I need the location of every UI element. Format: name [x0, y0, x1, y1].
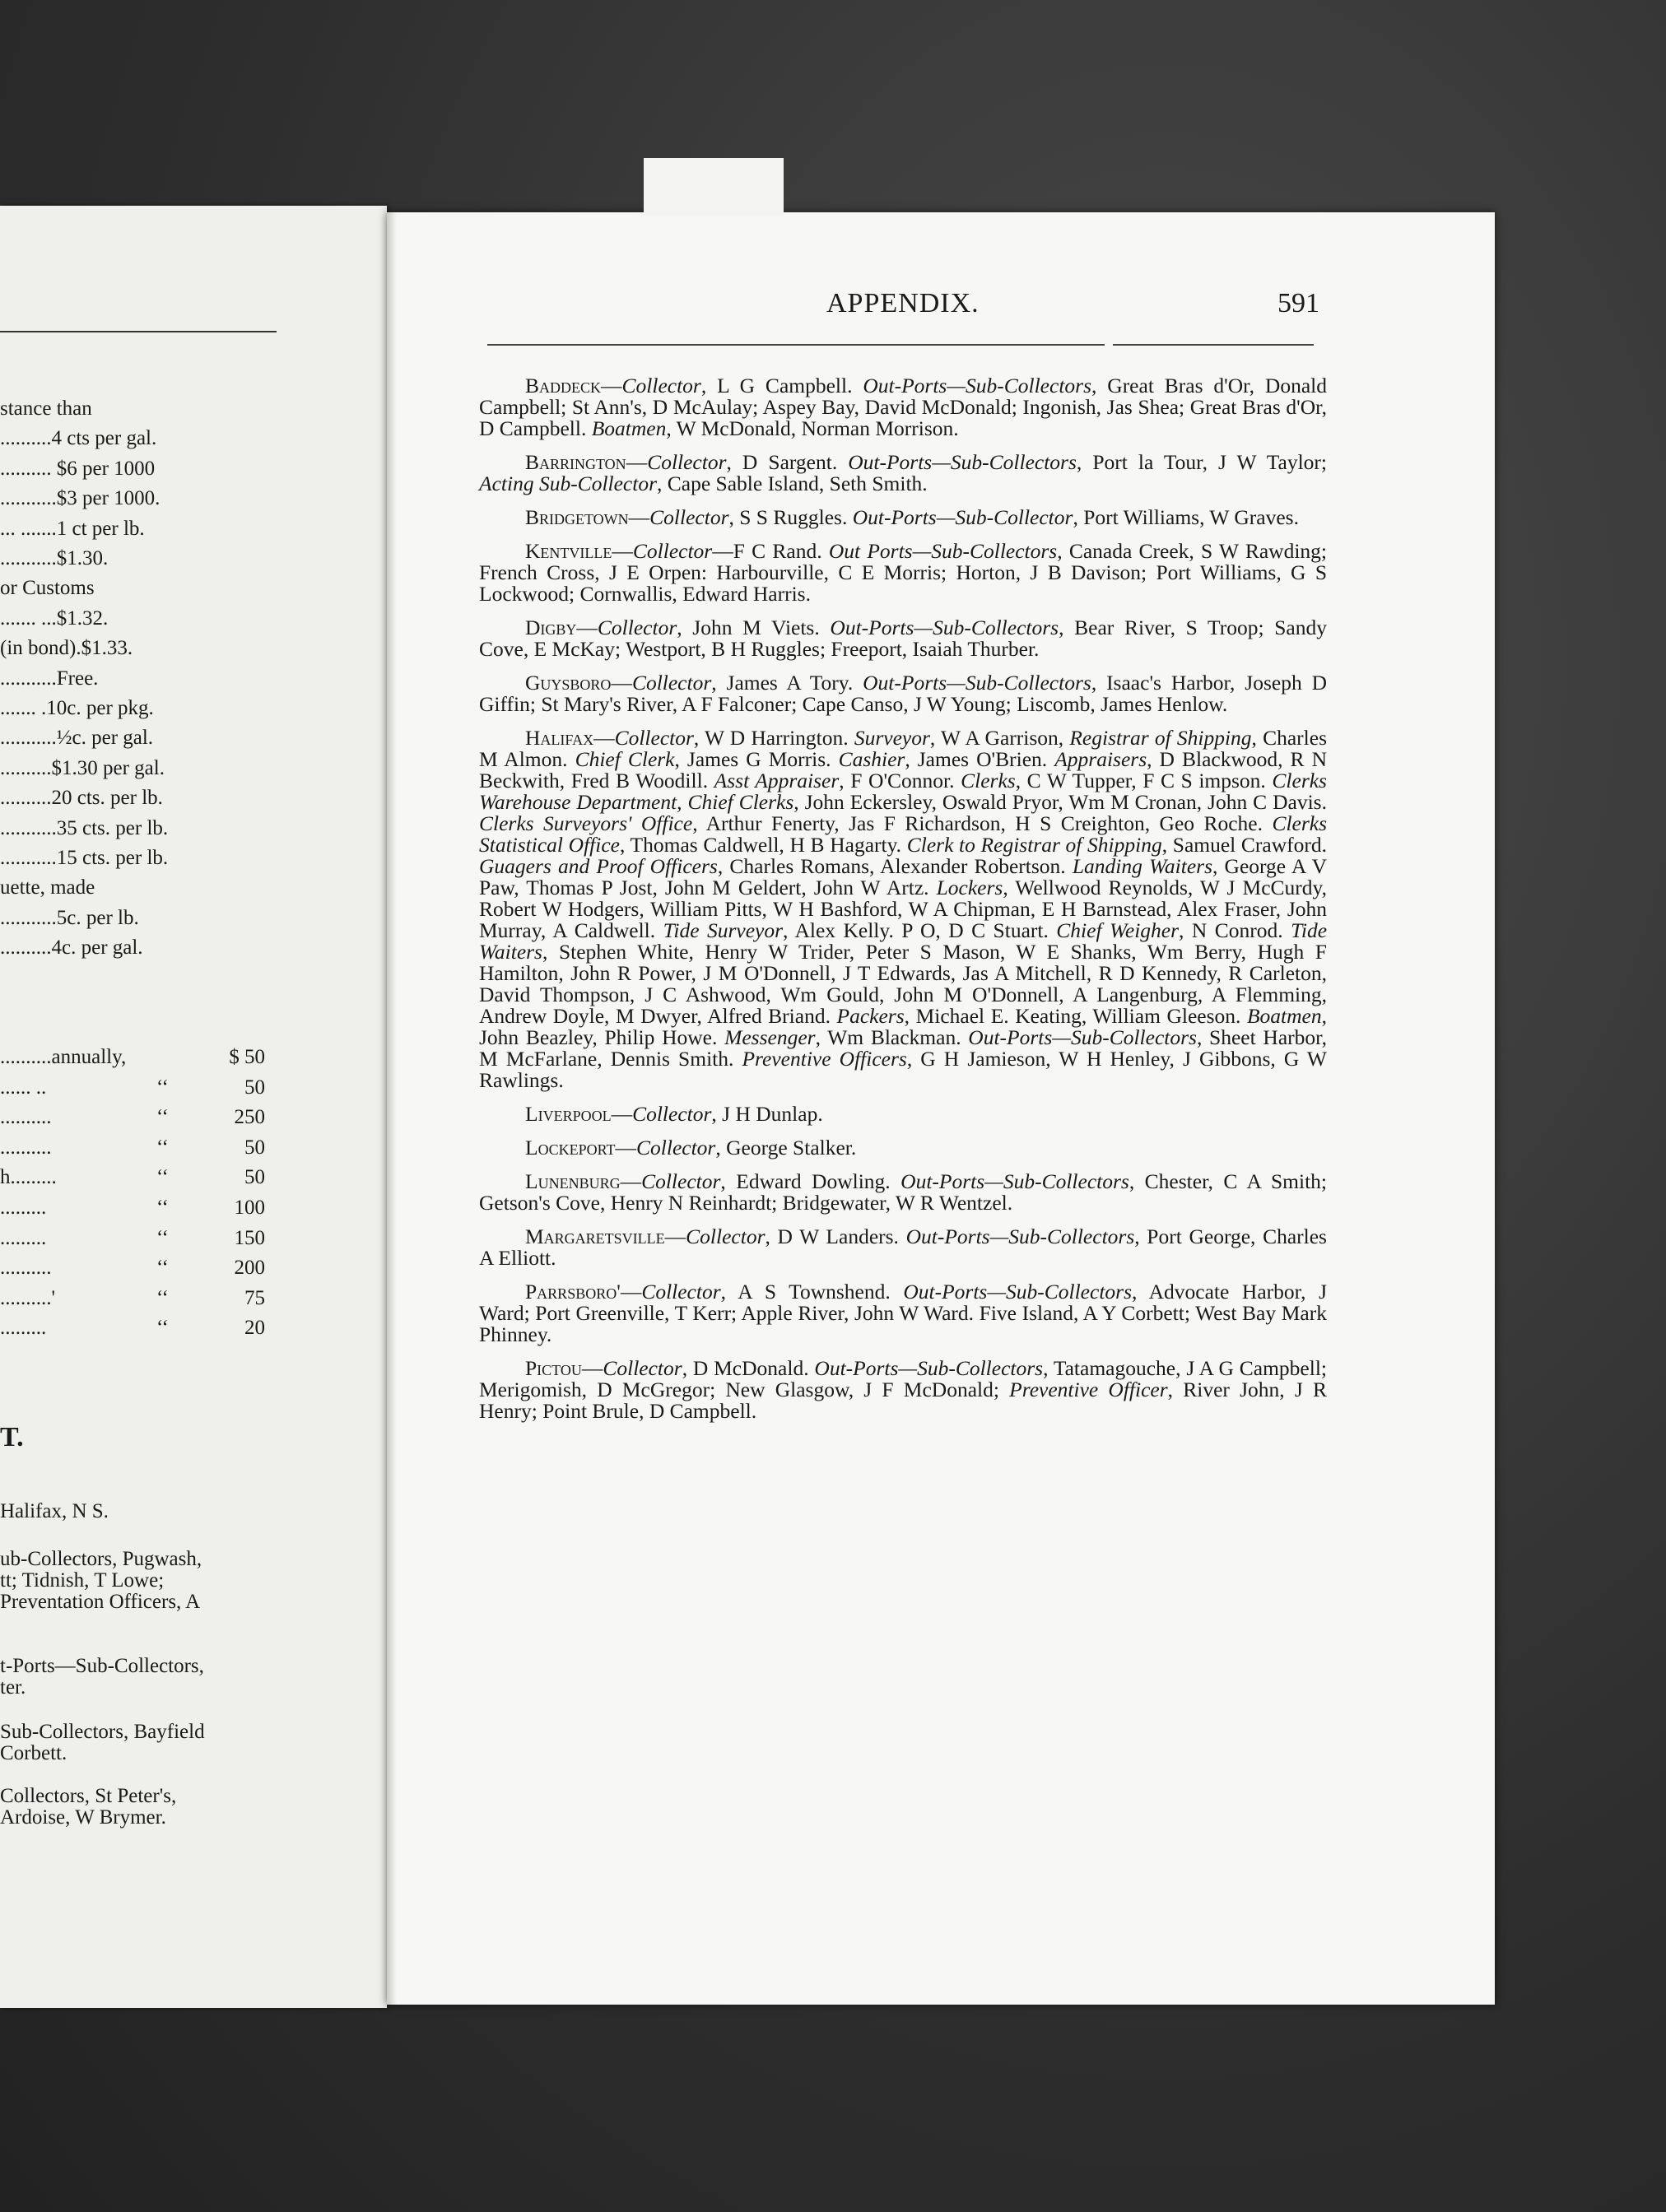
- previous-page-heading: T.: [0, 1422, 24, 1452]
- previous-page-line: or Customs: [0, 577, 95, 600]
- collectors-list: [479, 375, 1327, 1434]
- previous-page-tail-line: Halifax, N S.: [0, 1500, 109, 1522]
- fee-row: [0, 1256, 265, 1280]
- fee-row: [0, 1045, 265, 1070]
- entry-text: —Collector, S S Ruggles. Out-Ports—Sub-Collector, Port Williams, W Graves.: [628, 505, 1299, 529]
- previous-page-line: ...........15 cts. per lb.: [0, 847, 169, 869]
- ditto-mark: ‘‘: [156, 1226, 169, 1249]
- port-name: Pictou: [525, 1356, 582, 1380]
- fee-row: [0, 1165, 265, 1190]
- previous-page-line: ..........4 cts per gal.: [0, 427, 157, 450]
- fee-row: [0, 1105, 265, 1130]
- entry-text: —Collector, Edward Dowling. Out-Ports—Sub-Collectors, Chester, C A Smith; Getson's Cove, Henry N Reinhardt; Bridgewater, W R Wentzel.: [479, 1169, 1327, 1215]
- fee-row: [0, 1076, 265, 1100]
- fee-leader: ..........: [0, 1106, 52, 1129]
- fee-row: [0, 1226, 265, 1251]
- entry-text: —Collector—F C Rand. Out Ports—Sub-Collectors, Canada Creek, S W Rawding; French Cross, J E Orpen: Harbourville, C E Morris; Horton, J B Davison; Port Williams, G S Lockwood; Cornwallis, Edward Harris.: [479, 539, 1327, 606]
- previous-page-tail-line: Ardoise, W Brymer.: [0, 1806, 166, 1829]
- previous-page-line: (in bond).$1.33.: [0, 637, 133, 660]
- fee-value: $ 50: [229, 1046, 265, 1068]
- fee-value: 50: [244, 1166, 265, 1189]
- previous-page-fragment: [0, 206, 387, 2008]
- entry-text: —Collector, John M Viets. Out-Ports—Sub-Collectors, Bear River, S Troop; Sandy Cove, E McKay; Westport, B H Ruggles; Freeport, Isaiah Thurber.: [479, 616, 1328, 661]
- previous-page-rule: [0, 331, 277, 332]
- collector-entry: [479, 727, 1327, 1091]
- fee-value: 75: [244, 1286, 265, 1309]
- fee-leader: .........: [0, 1317, 47, 1340]
- previous-page-line: ....... ...$1.32.: [0, 606, 109, 630]
- previous-page-line: ...........½c. per gal.: [0, 727, 154, 750]
- ditto-mark: ‘‘: [156, 1197, 169, 1219]
- collector-entry: [479, 375, 1327, 439]
- entry-text: —Collector, James A Tory. Out-Ports—Sub-Collectors, Isaac's Harbor, Joseph D Giffin; St Mary's River, A F Falconer; Cape Canso, J W Young; Liscomb, James Henlow.: [479, 671, 1327, 716]
- port-name: Digby: [525, 616, 577, 639]
- port-name: Barrington: [525, 450, 626, 474]
- previous-page-tail-line: t-Ports—Sub-Collectors,: [0, 1655, 204, 1677]
- fee-value: 50: [244, 1136, 265, 1159]
- fee-row: [0, 1136, 265, 1160]
- port-name: Baddeck: [525, 374, 602, 397]
- collector-entry: [479, 617, 1327, 660]
- collector-entry: [479, 1358, 1327, 1422]
- port-name: Kentville: [525, 539, 612, 563]
- previous-page-line: ...........$1.30.: [0, 547, 109, 569]
- previous-page-tail-line: Corbett.: [0, 1742, 67, 1764]
- previous-page-tail-line: ub-Collectors, Pugwash,: [0, 1548, 202, 1570]
- fee-row: [0, 1196, 265, 1220]
- port-name: Halifax: [525, 726, 594, 750]
- fee-value: 250: [234, 1106, 265, 1129]
- previous-page-tail-line: Preventation Officers, A: [0, 1591, 201, 1613]
- entry-text: —Collector, L G Campbell. Out-Ports—Sub-Collectors, Great Bras d'Or, Donald Campbell; St Ann's, D McAulay; Aspey Bay, David McDonald; Ingonish, Jas Shea; Great Bras d'Or, D Campbell. Boatmen, W McDonald, Norman Morrison.: [479, 374, 1327, 440]
- port-name: Lunenburg: [525, 1169, 621, 1193]
- ditto-mark: ‘‘: [156, 1286, 169, 1309]
- page-header: APPENDIX.: [826, 288, 980, 318]
- ditto-mark: ‘‘: [156, 1136, 169, 1159]
- collector-entry: [479, 541, 1327, 605]
- previous-page-line: ...........5c. per lb.: [0, 906, 139, 929]
- fee-leader: ..........': [0, 1286, 56, 1309]
- collector-entry: [479, 1171, 1327, 1214]
- port-name: Margaretsville: [525, 1224, 665, 1248]
- collector-entry: [479, 672, 1327, 715]
- entry-text: —Collector, J H Dunlap.: [611, 1102, 823, 1126]
- entry-text: —Collector, D Sargent. Out-Ports—Sub-Collectors, Port la Tour, J W Taylor; Acting Sub-Collector, Cape Sable Island, Seth Smith.: [479, 450, 1327, 495]
- previous-page-tail-line: tt; Tidnish, T Lowe;: [0, 1569, 165, 1592]
- fee-row: [0, 1316, 265, 1341]
- collector-entry: [479, 452, 1327, 495]
- entry-text: —Collector, George Stalker.: [615, 1136, 857, 1159]
- port-name: Guysboro: [525, 671, 612, 695]
- ditto-mark: ‘‘: [156, 1257, 169, 1280]
- previous-page-line: ...........$3 per 1000.: [0, 487, 161, 510]
- entry-text: —Collector, W D Harrington. Surveyor, W A Garrison, Registrar of Shipping, Charles M Almon. Chief Clerk, James G Morris. Cashier, James O'Brien. Appraisers, D Blackwood, R N Beckwith, Fred B Woodill. Asst Appraiser, F O'Connor. Clerks, C W Tupper, F C S impson. Clerks Warehouse Department, Chief Clerks, John Eckersley, Oswald Pryor, Wm M Cronan, John C Davis. Clerks Surveyors' Office, Arthur Fenerty, Jas F Richardson, H S Creighton, Geo Roche. Clerks Statistical Office, Thomas Caldwell, H B Hagarty. Clerk to Registrar of Shipping, Samuel Crawford. Guagers and Proof Officers, Charles Romans, Alexander Robertson. Landing Waiters, George A V Paw, Thomas P Jost, John M Geldert, John W Artz. Lockers, Wellwood Reynolds, W J McCurdy, Robert W Hodgers, William Pitts, W H Bashford, W A Chipman, E H Barnstead, Alex Fraser, John Murray, A Caldwell. Tide Surveyor, Alex Kelly. P O, D C Stuart. Chief Weigher, N Conrod. Tide Waiters, Stephen White, Henry W Trider, Peter S Mason, W E Shanks, Wm Berry, Hugh F Hamilton, John R Power, J M O'Donnell, J T Edwards, Jas A Mitchell, R D Kennedy, R Carleton, David Thompson, J C Ashwood, Wm Gould, John M O'Donnell, A Langenburg, A Flemming, Andrew Doyle, M Dwyer, Alfred Briand. Packers, Michael E. Keating, William Gleeson. Boatmen, John Beazley, Philip Howe. Messenger, Wm Blackman. Out-Ports—Sub-Collectors, Sheet Harbor, M McFarlane, Dennis Smith. Preventive Officers, G H Jamieson, W H Henley, J Gibbons, G W Rawlings.: [479, 726, 1328, 1092]
- previous-page-line: .......... $6 per 1000: [0, 457, 156, 480]
- fee-leader: .........: [0, 1197, 47, 1219]
- collector-entry: [479, 1137, 1327, 1159]
- entry-text: —Collector, D McDonald. Out-Ports—Sub-Collectors, Tatamagouche, J A G Campbell; Merigomish, D McGregor; New Glasgow, J F McDonald; Preventive Officer, River John, J R Henry; Point Brule, D Campbell.: [479, 1356, 1327, 1423]
- fee-leader: ...... ..: [0, 1076, 47, 1099]
- collector-entry: [479, 1104, 1327, 1125]
- ditto-mark: ‘‘: [156, 1076, 169, 1099]
- header-rule: [487, 344, 1105, 346]
- fee-row: [0, 1286, 265, 1311]
- port-name: Parrsboro': [525, 1280, 621, 1304]
- port-name: Bridgetown: [525, 505, 629, 529]
- entry-text: —Collector, A S Townshend. Out-Ports—Sub-Collectors, Advocate Harbor, J Ward; Port Greenville, T Kerr; Apple River, John W Ward. Five Island, A Y Corbett; West Bay Mark Phinney.: [479, 1280, 1327, 1346]
- fee-leader: ..........annually,: [0, 1046, 127, 1068]
- port-name: Lockeport: [525, 1136, 616, 1159]
- previous-page-line: ..........20 cts. per lb.: [0, 787, 163, 810]
- previous-page-line: ....... .10c. per pkg.: [0, 697, 154, 719]
- previous-page-tail-line: Sub-Collectors, Bayfield: [0, 1721, 205, 1743]
- collector-entry: [479, 1226, 1327, 1269]
- previous-page-line: ..........$1.30 per gal.: [0, 756, 165, 779]
- previous-page-tail-line: ter.: [0, 1676, 26, 1698]
- fee-leader: .........: [0, 1226, 47, 1249]
- fee-leader: ..........: [0, 1257, 52, 1280]
- fee-value: 150: [234, 1226, 265, 1249]
- ditto-mark: ‘‘: [156, 1166, 169, 1189]
- paper-tab: [644, 158, 784, 216]
- entry-text: —Collector, D W Landers. Out-Ports—Sub-Collectors, Port George, Charles A Elliott.: [479, 1224, 1327, 1270]
- previous-page-line: stance than: [0, 397, 92, 420]
- ditto-mark: ‘‘: [156, 1106, 169, 1129]
- collector-entry: [479, 507, 1327, 528]
- previous-page-line: ...........Free.: [0, 667, 99, 690]
- previous-page-line: ..........4c. per gal.: [0, 936, 143, 960]
- previous-page-line: ... .......1 ct per lb.: [0, 517, 145, 540]
- fee-value: 200: [234, 1257, 265, 1280]
- ditto-mark: ‘‘: [156, 1317, 169, 1340]
- page-number: 591: [1277, 288, 1319, 318]
- header-rule-short: [1113, 344, 1314, 346]
- fee-leader: ..........: [0, 1136, 52, 1159]
- previous-page-line: uette, made: [0, 876, 95, 899]
- port-name: Liverpool: [525, 1102, 612, 1126]
- page-gutter: [387, 212, 397, 2005]
- fee-leader: h.........: [0, 1166, 57, 1189]
- previous-page-line: ...........35 cts. per lb.: [0, 816, 169, 839]
- fee-value: 100: [234, 1197, 265, 1219]
- fee-value: 20: [244, 1317, 265, 1340]
- fee-value: 50: [244, 1076, 265, 1099]
- collector-entry: [479, 1281, 1327, 1345]
- previous-page-tail-line: Collectors, St Peter's,: [0, 1785, 177, 1807]
